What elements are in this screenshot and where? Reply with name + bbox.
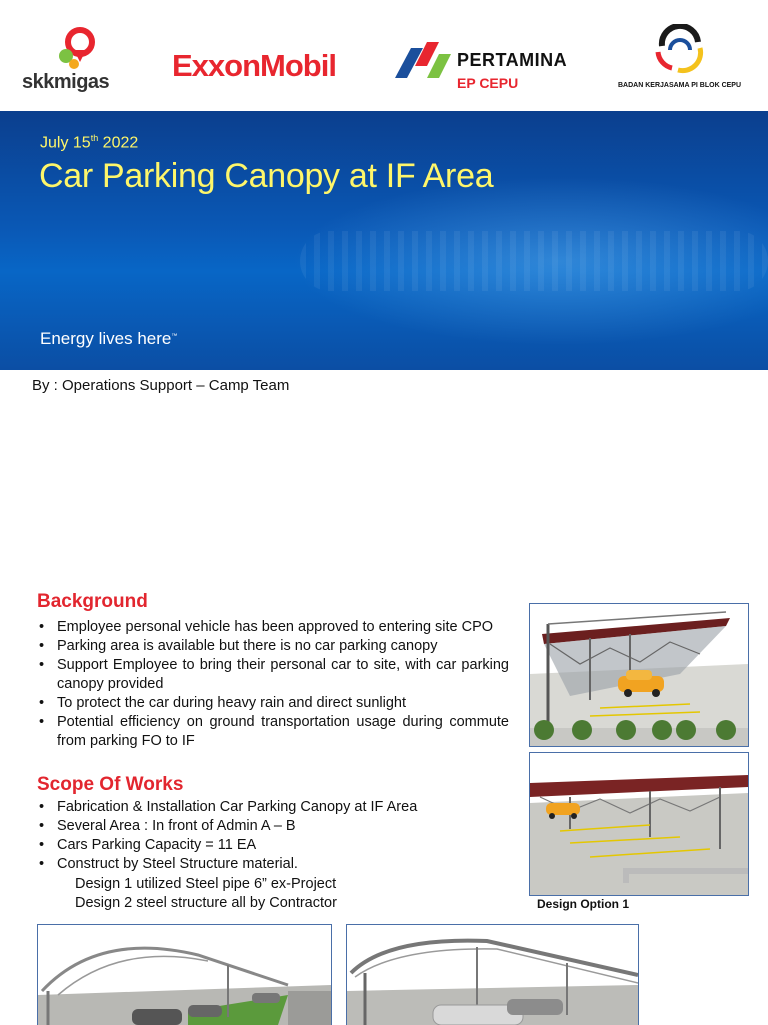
scope-list — [37, 798, 509, 874]
canopy-render-1-image — [530, 604, 748, 746]
list-item: • To protect the car during heavy rain and direct sunlight — [37, 694, 509, 713]
background-list — [37, 618, 509, 751]
pertamina-arrow-icon — [393, 36, 455, 82]
byline: By : Operations Support – Camp Team — [32, 377, 290, 394]
badan-kerjasama-logo — [612, 24, 752, 96]
list-item: • Support Employee to bring their personal car to site, with car parking canopy provided — [37, 656, 509, 694]
list-item: • Cars Parking Capacity = 11 EA — [37, 836, 509, 855]
canopy-render-2-image — [530, 753, 748, 895]
list-item: • Potential efficiency on ground transportation usage during commute from parking FO to IF — [37, 713, 509, 751]
list-item: • Several Area : In front of Admin A – B — [37, 817, 509, 836]
badan-wordmark: BADAN KERJASAMA PI BLOK CEPU — [618, 82, 742, 89]
skkmigas-pin-icon — [22, 26, 134, 72]
list-item: • Employee personal vehicle has been approved to entering site CPO — [37, 618, 509, 637]
badan-ring-icon — [612, 24, 752, 80]
exxonmobil-logo: ExxonMobil — [172, 48, 336, 83]
canopy-render-3-image — [38, 925, 331, 1025]
presentation-date — [40, 133, 138, 152]
date-suffix: th — [90, 133, 99, 143]
tagline — [40, 329, 177, 349]
title-banner — [0, 111, 768, 370]
tagline-mark: ™ — [171, 333, 178, 340]
pertamina-subtitle: EP CEPU — [457, 75, 519, 91]
pertamina-logo — [393, 36, 593, 96]
skkmigas-wordmark: skkmigas — [22, 71, 110, 93]
date-year: 2022 — [98, 134, 139, 152]
date-text: July 15 — [40, 134, 91, 152]
list-item: • Parking area is available but there is no car parking canopy — [37, 637, 509, 656]
canopy-render-3 — [37, 924, 332, 1025]
logo-strip — [0, 0, 768, 110]
design-option-caption: Design Option 1 — [537, 897, 630, 911]
scope-sub-item: Design 1 utilized Steel pipe 6” ex-Project — [75, 876, 337, 892]
list-item: • Fabrication & Installation Car Parking Canopy at IF Area — [37, 798, 509, 817]
canopy-render-1 — [529, 603, 749, 747]
canopy-render-4 — [346, 924, 639, 1025]
pertamina-wordmark: PERTAMINA — [457, 50, 568, 70]
scope-sub-item: Design 2 steel structure all by Contractor — [75, 895, 337, 911]
tagline-text: Energy lives here — [40, 329, 172, 348]
background-heading: Background — [37, 591, 148, 612]
canopy-render-2 — [529, 752, 749, 896]
banner-light-streak — [300, 231, 768, 291]
scope-heading: Scope Of Works — [37, 774, 184, 795]
page-title: Car Parking Canopy at IF Area — [39, 157, 494, 195]
canopy-render-4-image — [347, 925, 638, 1025]
skkmigas-logo — [22, 26, 134, 96]
list-item: • Construct by Steel Structure material. — [37, 855, 509, 874]
